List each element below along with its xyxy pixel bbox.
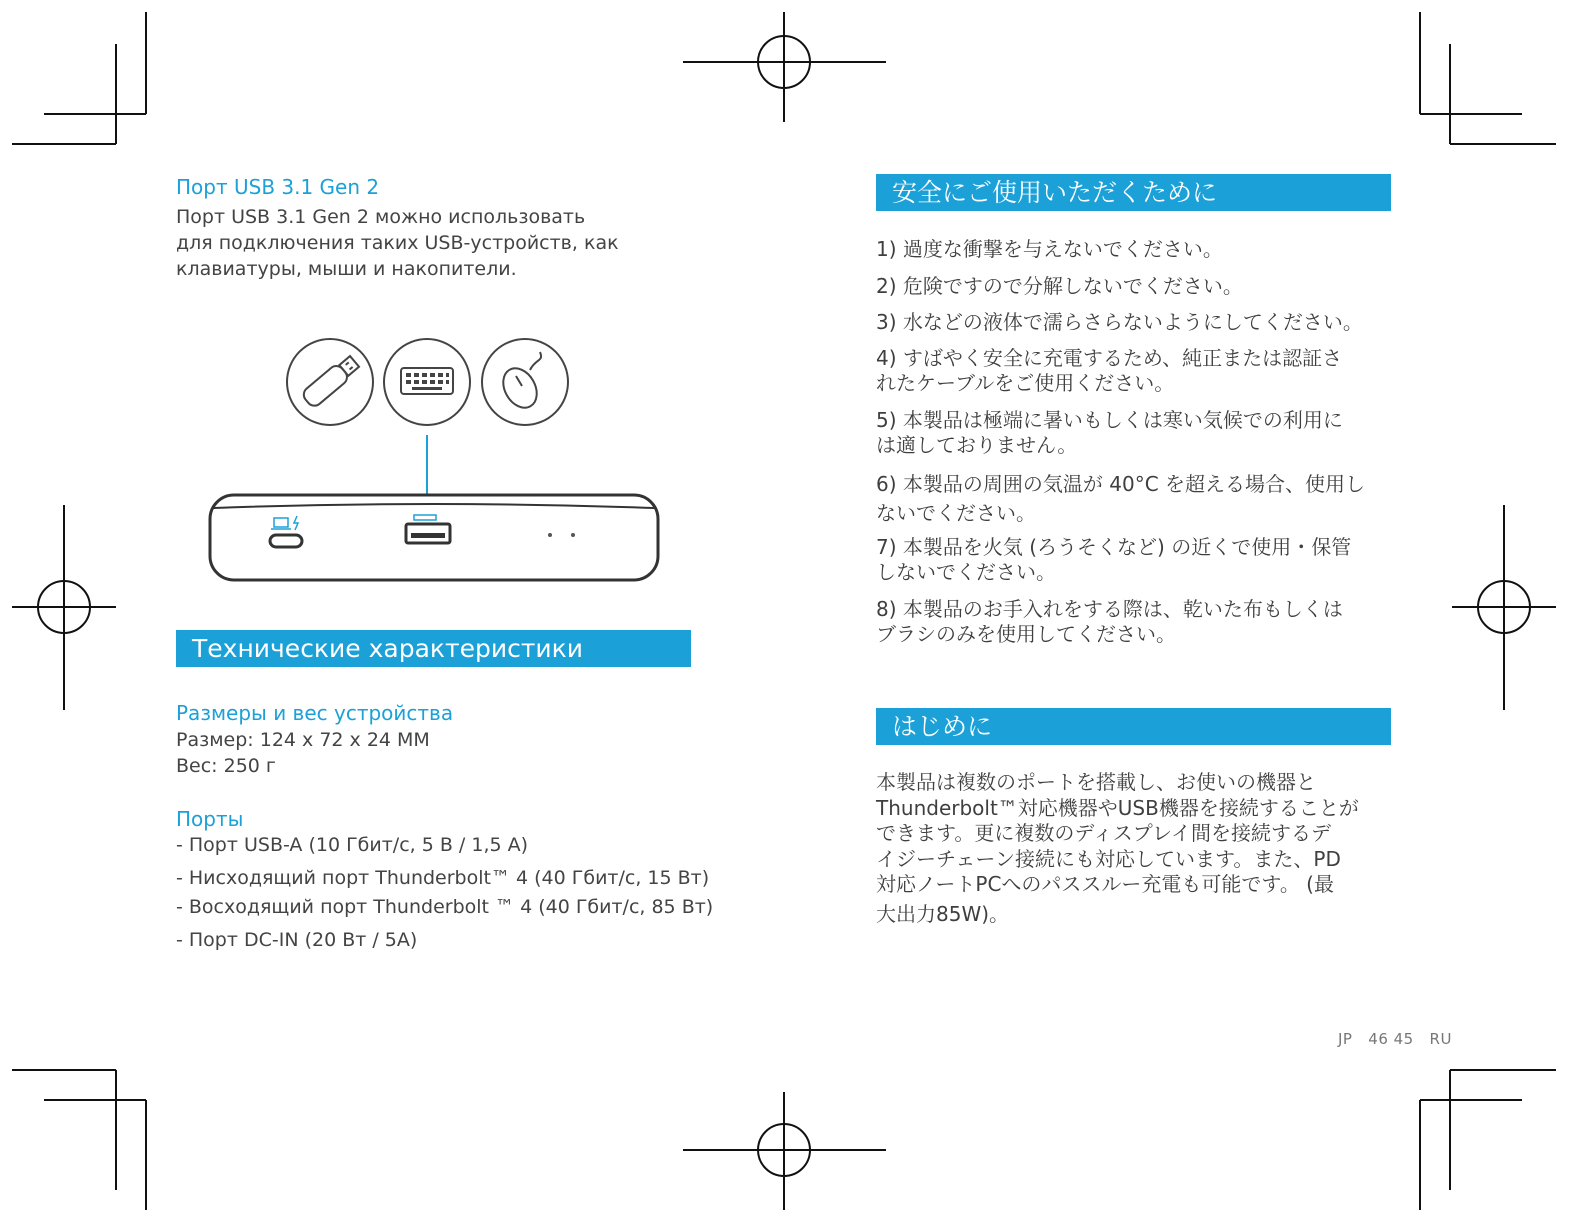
specs-title-bar — [176, 630, 691, 667]
safety-item: 4) すばやく安全に充電するため、純正または認証さ れたケーブルをご使用ください。 — [876, 346, 1343, 395]
safety-item: 2) 危険ですので分解しないでください。 — [876, 274, 1243, 298]
usb-port-line: для подключения таких USB-устройств, как — [176, 232, 619, 254]
keyboard-icon — [384, 339, 470, 425]
safety-item: 6) 本製品の周囲の気温が 40°C を超える場合、使用し ないでください。 — [876, 472, 1366, 525]
usb-port-heading: Порт USB 3.1 Gen 2 — [176, 175, 380, 199]
safety-item: 8) 本製品のお手入れをする際は、乾いた布もしくは ブラシのみを使用してください。 — [876, 597, 1343, 646]
intro-line: できます。更に複数のディスプレイ間を接続するデ — [876, 821, 1331, 845]
intro-paragraph — [876, 770, 1406, 927]
safety-item: 3) 水などの液体で濡らさらないようにしてください。 — [876, 310, 1363, 334]
safety-item: 1) 過度な衝撃を与えないでください。 — [876, 237, 1223, 261]
dimensions-size: Размер: 124 x 72 x 24 MM — [176, 729, 430, 751]
mouse-icon — [482, 339, 568, 425]
intro-line: 大出力85W)。 — [876, 901, 1010, 926]
hub-illustration — [200, 330, 670, 590]
intro-line: イジーチェーン接続にも対応しています。また、PD — [876, 846, 1341, 871]
led-indicator — [571, 533, 575, 537]
usb-port-description — [176, 204, 696, 282]
port-item: - Восходящий порт Thunderbolt ™ 4 (40 Гбит/с, 85 Вт) — [176, 896, 714, 918]
led-indicator — [548, 533, 552, 537]
ports-heading: Порты — [176, 807, 244, 831]
safety-item: 5) 本製品は極端に暑いもしくは寒い気候での利用に は適しておりません。 — [876, 408, 1343, 457]
page-footer: JP 46 45 RU — [1338, 1030, 1452, 1048]
safety-title: 安全にご使用いただくために — [892, 178, 1218, 207]
intro-line: 本製品は複数のポートを搭載し、お使いの機器と — [876, 770, 1316, 794]
intro-title-bar — [876, 708, 1391, 745]
port-item: - Порт USB-A (10 Гбит/с, 5 В / 1,5 А) — [176, 834, 529, 856]
usb-port-line: Порт USB 3.1 Gen 2 можно использовать — [176, 206, 586, 228]
hub-device — [210, 495, 658, 580]
safety-item: 7) 本製品を火気 (ろうそくなど) の近くで使用・保管 しないでください。 — [876, 535, 1352, 584]
port-item: - Порт DC-IN (20 Вт / 5А) — [176, 929, 418, 951]
dimensions-weight: Вес: 250 г — [176, 755, 276, 777]
safety-title-bar — [876, 174, 1391, 211]
intro-title: はじめに — [892, 712, 993, 741]
usb-flash-drive-icon — [287, 339, 373, 425]
specs-title: Технические характеристики — [192, 634, 583, 663]
port-item: - Нисходящий порт Thunderbolt™ 4 (40 Гбит/с, 15 Вт) — [176, 867, 710, 889]
intro-line: 対応ノートPCへのパススルー充電も可能です。 (最 — [876, 872, 1334, 896]
usb-port-line: клавиатуры, мыши и накопители. — [176, 258, 517, 280]
dimensions-heading: Размеры и вес устройства — [176, 701, 454, 725]
intro-line: Thunderbolt™対応機器やUSB機器を接続することが — [876, 795, 1359, 820]
